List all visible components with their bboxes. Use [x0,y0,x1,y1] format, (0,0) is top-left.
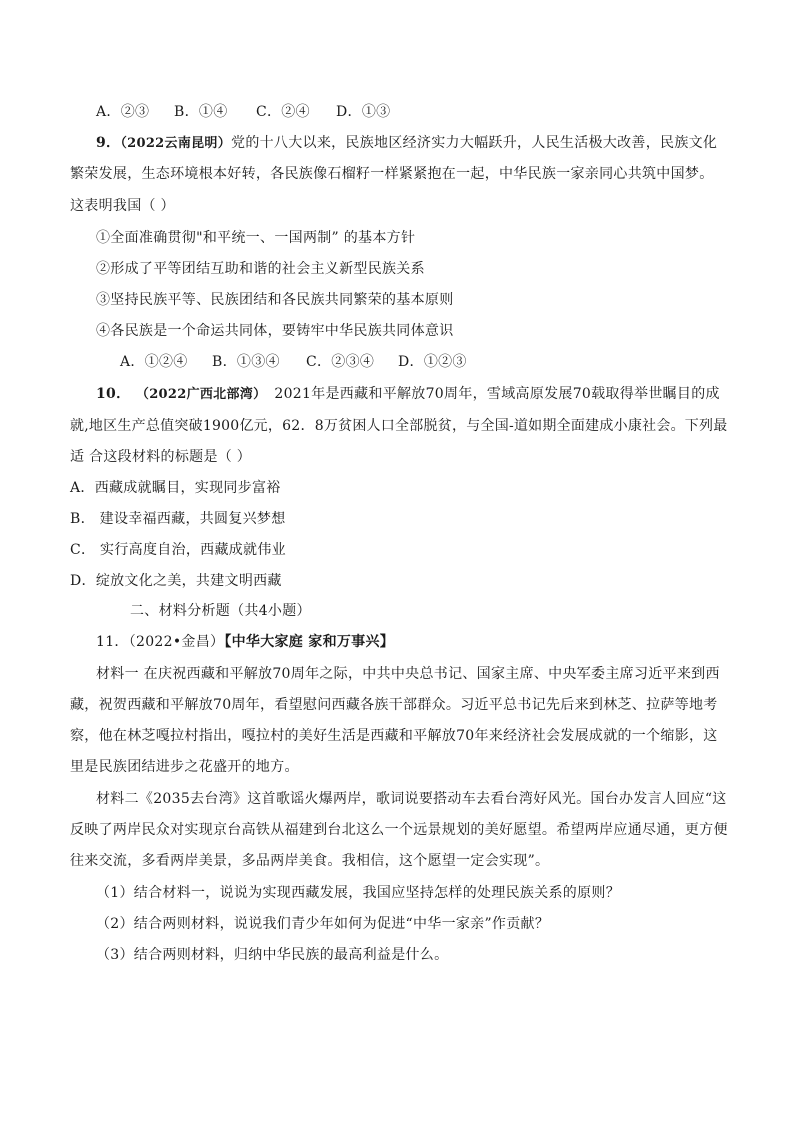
q11-question-3: （3）结合两则材料，归纳中华民族的最高利益是什么。 [96,947,449,963]
q11-title: 【中华大家庭 家和万事兴】 [224,634,395,650]
q10-source: （2022广西北部湾） [142,387,267,402]
q8-option-a: A．②③ [96,104,150,120]
q9-options [120,352,467,372]
q8-option-c: C．②④ [256,104,310,120]
q10-stem-line2: 就,地区生产总值突破1900亿元，62．8万贫困人口全部脱贫，与全国-道如期全面建成小康社会。下列最 [70,418,728,434]
q10-option-a: A．西藏成就瞩目，实现同步富裕 [70,480,281,496]
q8-option-b: B．①④ [174,104,228,120]
q11-material1-line3: 察，他在林芝嘎拉村指出，嘎拉村的美好生活是西藏和平解放70年来经济社会发展成就的一个缩影，这 [70,728,718,744]
q9-number: 9． [96,135,121,151]
q10-option-c: C． 实行高度自治，西藏成就伟业 [70,542,286,558]
q11-material2-line3: 往来交流，多看两岸美景，多品两岸美食。我相信，这个愿望一定会实现”。 [70,853,550,869]
q10-stem-text1: 2021年是西藏和平解放70周年，雪域高原发展70载取得举世瞩目的成 [274,386,720,402]
q10-stem-line3: 适 合这段材料的标题是（ ） [70,449,252,465]
q9-item-3: ③坚持民族平等、民族团结和各民族共同繁荣的基本原则 [96,292,454,308]
q11-number-source: 11．（2022•金昌） [96,634,225,650]
q9-stem-line2: 繁荣发展，生态环境根本好转，各民族像石榴籽一样紧紧抱在一起，中华民族一家亲同心共筑中国梦。 [70,166,714,182]
q9-item-4: ④各民族是一个命运共同体，要铸牢中华民族共同体意识 [96,323,454,339]
q11-material1-line1: 材料一 在庆祝西藏和平解放70周年之际，中共中央总书记、国家主席、中央军委主席习近平来到西 [96,666,720,682]
q11-material2-line2: 反映了两岸民众对实现京台高铁从福建到台北这么一个远景规划的美好愿望。希望两岸应通尽通，更方便 [70,822,728,838]
q9-stem-line1 [96,133,717,154]
q9-option-b: B．①③④ [212,354,280,370]
q9-option-a: A．①②④ [120,354,188,370]
q10-stem-line1 [96,384,720,405]
q11-question-1: （1）结合材料一，说说为实现西藏发展，我国应坚持怎样的处理民族关系的原则？ [96,885,621,901]
q10-option-b: B． 建设幸福西藏，共圆复兴梦想 [70,511,286,527]
q9-stem-text1: 党的十八大以来，民族地区经济实力大幅跃升，人民生活极大改善，民族文化 [231,135,718,151]
q9-item-2: ②形成了平等团结互助和谐的社会主义新型民族关系 [96,261,425,277]
q11-header [96,632,394,652]
q10-option-d: D．绽放文化之美，共建文明西藏 [70,573,282,589]
q9-source: （2022云南昆明） [120,136,232,151]
q11-material1-line2: 藏，祝贺西藏和平解放70周年，看望慰问西藏各族干部群众。习近平总书记先后来到林芝、拉萨等地考 [70,697,718,713]
section-heading: 二、材料分析题（共4小题） [130,603,311,619]
q8-options [96,102,390,122]
q11-material2-line1: 材料二《2035去台湾》这首歌谣火爆两岸，歌词说要搭动车去看台湾好风光。国台办发言人回应“这 [96,791,727,807]
q9-option-c: C．②③④ [306,354,375,370]
q9-option-d: D．①②③ [398,354,467,370]
q10-number: 10． [96,386,131,402]
q11-material1-line4: 里是民族团结进步之花盛开的地方。 [70,759,299,775]
q11-question-2: （2）结合两则材料，说说我们青少年如何为促进“中华一家亲”作贡献？ [96,916,550,932]
q9-item-1: ①全面准确贯彻"和平统一、一国两制” 的基本方针 [96,230,416,246]
q9-stem-line3: 这表明我国（ ） [70,198,175,214]
q8-option-d: D．①③ [336,104,391,120]
